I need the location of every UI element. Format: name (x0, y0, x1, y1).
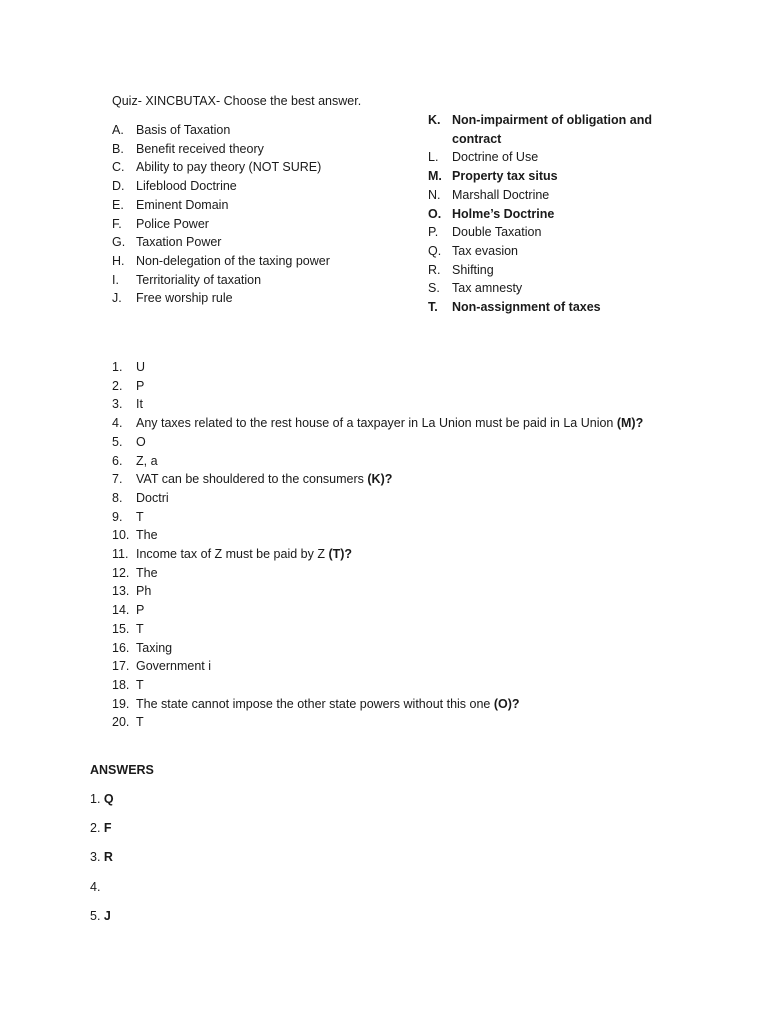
answer-spacer (100, 878, 103, 907)
answer-value: R (103, 850, 113, 865)
question-item (112, 452, 712, 471)
answer-number: 4. (90, 879, 101, 894)
question-number: 7. (112, 472, 123, 487)
question-item (112, 358, 712, 377)
question-hint: (K)? (367, 472, 393, 487)
answer-item (90, 790, 114, 819)
choice-item (428, 186, 668, 205)
question-number: 12. (112, 565, 130, 580)
question-body: Any taxes related to the rest house of a taxpayer in La Union must be paid in La Union (136, 416, 617, 431)
answer-number: 2. (90, 821, 101, 836)
choice-letter: C. (112, 160, 125, 175)
question-number: 15. (112, 621, 130, 636)
choice-text: Doctrine of Use (452, 150, 539, 165)
choice-item (428, 279, 668, 298)
question-number: 8. (112, 490, 123, 505)
question-body: T (136, 509, 144, 524)
question-text (136, 433, 712, 452)
question-number: 11. (112, 547, 129, 562)
question-text (136, 395, 712, 414)
choice-text: Eminent Domain (136, 197, 229, 212)
question-number: 13. (112, 584, 130, 599)
question-number: 1. (112, 360, 123, 374)
question-body: Z, a (136, 453, 158, 468)
questions-list (112, 358, 712, 732)
question-body: T (136, 715, 144, 730)
question-text (136, 601, 712, 620)
choice-letter: A. (112, 123, 124, 137)
question-number: 10. (112, 528, 130, 543)
question-text (136, 452, 712, 471)
question-text (136, 526, 712, 545)
question-number: 4. (112, 416, 123, 431)
question-item (112, 377, 712, 396)
choice-item (428, 148, 668, 167)
question-text (136, 713, 712, 732)
choice-text: Police Power (136, 216, 209, 231)
question-number: 14. (112, 603, 130, 618)
answer-value: Q (103, 792, 114, 806)
choice-text: Territoriality of taxation (136, 272, 262, 287)
choice-text: Benefit received theory (136, 141, 264, 156)
choice-letter: T. (428, 300, 438, 315)
question-text (136, 545, 712, 564)
choice-item (112, 271, 412, 290)
question-text (136, 620, 712, 639)
choice-item (428, 167, 668, 186)
question-item (112, 713, 712, 732)
choice-text: Basis of Taxation (136, 123, 231, 137)
question-item (112, 582, 712, 601)
choice-item (428, 298, 668, 317)
answer-number: 3. (90, 850, 101, 865)
answer-item (90, 819, 114, 848)
question-body: The (136, 528, 158, 543)
choice-letter: N. (428, 187, 441, 202)
choice-item (112, 140, 412, 159)
choice-text: Ability to pay theory (NOT SURE) (136, 160, 322, 175)
question-body: T (136, 621, 144, 636)
choice-item (428, 242, 668, 261)
answer-number: 1. (90, 792, 101, 806)
question-text (136, 470, 712, 489)
question-text (136, 489, 712, 508)
choice-item (112, 252, 412, 271)
question-item (112, 526, 712, 545)
question-body: It (136, 397, 143, 412)
answer-number: 5. (90, 908, 101, 923)
choice-letter: J. (112, 291, 122, 306)
question-number: 18. (112, 677, 130, 692)
quiz-title: Quiz- XINCBUTAX- Choose the best answer. (112, 94, 362, 108)
choice-text: Shifting (452, 262, 494, 277)
choice-text: Double Taxation (452, 225, 542, 240)
choice-item (428, 261, 668, 280)
choice-letter: Q. (428, 243, 442, 258)
choice-letter: M. (428, 169, 442, 184)
question-body: Taxing (136, 640, 173, 655)
question-number: 3. (112, 397, 123, 412)
choice-text: Holme’s Doctrine (452, 206, 555, 221)
question-item (112, 620, 712, 639)
choice-letter: L. (428, 150, 439, 165)
choice-letter: P. (428, 225, 439, 240)
choice-item (112, 121, 412, 140)
question-number: 9. (112, 509, 123, 524)
choice-text: Tax evasion (452, 243, 519, 258)
question-body: Doctri (136, 490, 169, 505)
question-body: Income tax of Z must be paid by Z (136, 547, 329, 562)
question-number: 20. (112, 715, 130, 730)
question-text (136, 508, 712, 527)
question-text (136, 695, 712, 714)
question-item (112, 639, 712, 658)
choice-letter: S. (428, 281, 440, 296)
question-item (112, 676, 712, 695)
question-body: The state cannot impose the other state powers without this one (136, 696, 494, 711)
answer-item (90, 878, 114, 907)
choice-text: Property tax situs (452, 169, 558, 184)
question-item (112, 414, 712, 433)
choice-text: Tax amnesty (452, 281, 523, 296)
choices-left-column (112, 121, 412, 308)
question-item (112, 695, 712, 714)
choice-text: Free worship rule (136, 291, 233, 306)
question-number: 19. (112, 696, 130, 711)
choice-letter: O. (428, 206, 442, 221)
question-hint: (O)? (493, 696, 520, 711)
question-item (112, 564, 712, 583)
choice-item (112, 177, 412, 196)
question-item (112, 470, 712, 489)
question-text (136, 639, 712, 658)
choice-item (428, 111, 668, 148)
choice-item (112, 233, 412, 252)
question-number: 17. (112, 659, 130, 674)
question-body: T (136, 677, 144, 692)
choice-text: Non-impairment of obligation and contract (452, 113, 652, 146)
choices-right-column (428, 111, 668, 317)
question-text (136, 564, 712, 583)
question-hint: (M)? (616, 416, 644, 431)
choice-letter: B. (112, 141, 124, 156)
question-item (112, 508, 712, 527)
choice-letter: K. (428, 113, 441, 127)
question-number: 16. (112, 640, 130, 655)
choice-item (428, 223, 668, 242)
question-text (136, 358, 712, 377)
choice-letter: D. (112, 179, 125, 194)
answer-value: F (103, 821, 112, 836)
choice-text: Non-delegation of the taxing power (136, 253, 330, 268)
answers-list (90, 790, 114, 936)
choice-item (112, 289, 412, 308)
choice-letter: G. (112, 235, 126, 250)
answer-item (90, 907, 114, 936)
question-item (112, 601, 712, 620)
answers-heading: ANSWERS (90, 763, 154, 777)
choice-letter: E. (112, 197, 124, 212)
question-body: P (136, 603, 145, 618)
question-item (112, 657, 712, 676)
question-text (136, 377, 712, 396)
question-item (112, 489, 712, 508)
question-text (136, 676, 712, 695)
question-text (136, 582, 712, 601)
choice-text: Taxation Power (136, 235, 222, 250)
question-body: O (136, 434, 146, 449)
question-text (136, 657, 712, 676)
choice-letter: I. (112, 272, 119, 287)
choice-item (112, 215, 412, 234)
answer-item (90, 848, 114, 877)
question-number: 2. (112, 378, 123, 393)
choice-text: Marshall Doctrine (452, 187, 550, 202)
question-item (112, 433, 712, 452)
question-body: Ph (136, 584, 152, 599)
answer-value: J (103, 908, 111, 923)
choice-text: Lifeblood Doctrine (136, 179, 237, 194)
question-text (136, 414, 712, 433)
question-body: The (136, 565, 158, 580)
question-number: 5. (112, 434, 123, 449)
question-number: 6. (112, 453, 123, 468)
question-body: VAT can be shouldered to the consumers (136, 472, 368, 487)
choice-item (112, 196, 412, 215)
choice-item (112, 158, 412, 177)
choice-text: Non-assignment of taxes (452, 300, 601, 315)
choice-letter: R. (428, 262, 441, 277)
question-item (112, 395, 712, 414)
question-body: Government i (136, 659, 212, 674)
question-item (112, 545, 712, 564)
choice-letter: H. (112, 253, 125, 268)
question-hint: (T)? (328, 547, 353, 562)
choice-item (428, 205, 668, 224)
choice-letter: F. (112, 216, 122, 231)
question-body: P (136, 378, 145, 393)
question-body: U (136, 360, 146, 374)
